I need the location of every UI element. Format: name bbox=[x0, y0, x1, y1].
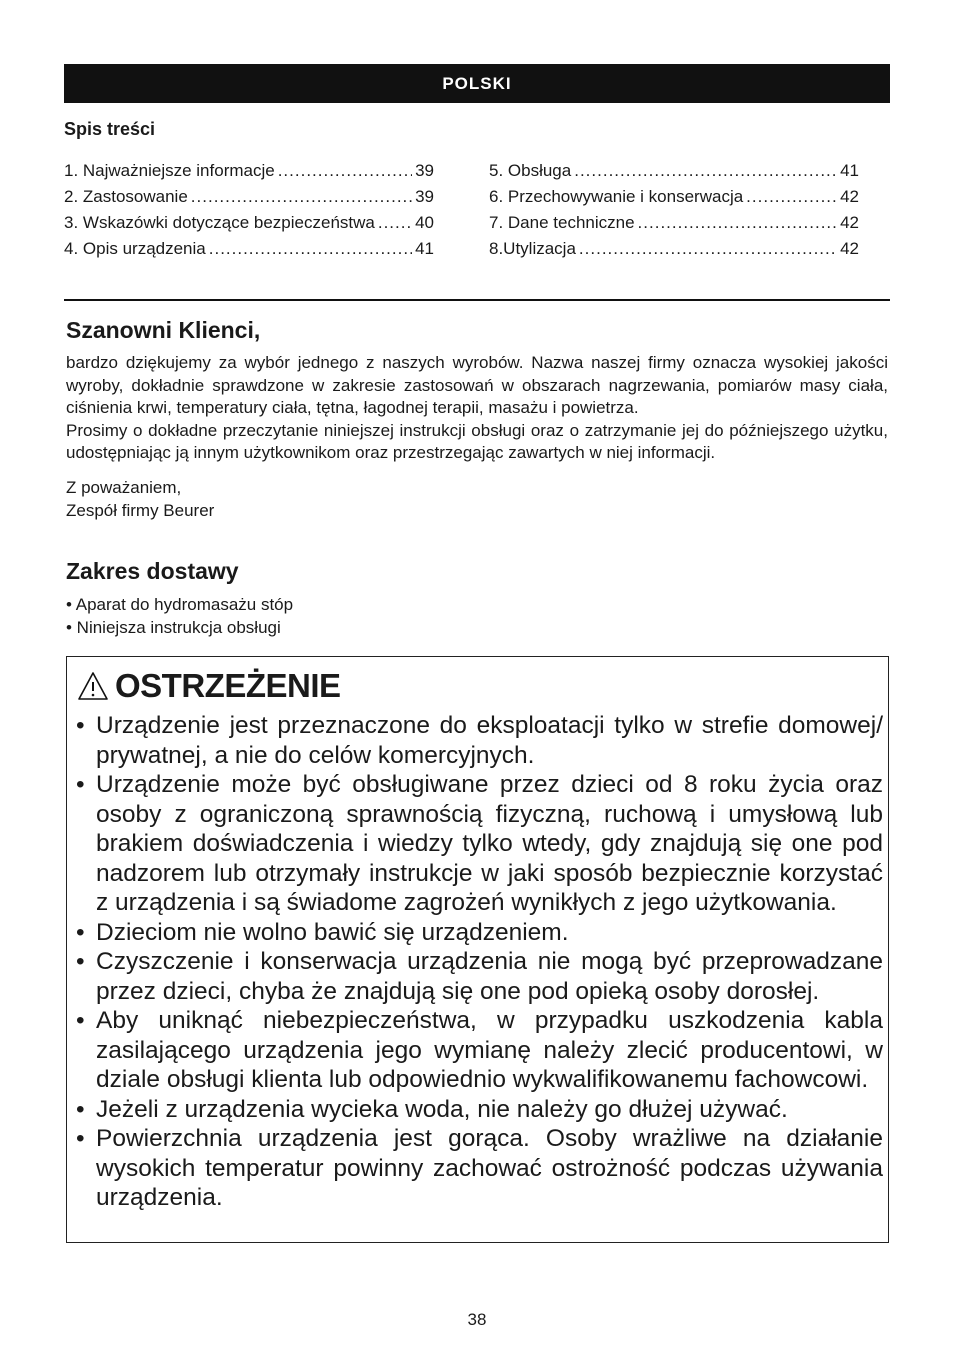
warning-item: • Jeżeli z urządzenia wycieka woda, nie należy go dłużej używać. bbox=[75, 1095, 883, 1125]
toc-entry-label: 6. Przechowywanie i konserwacja bbox=[489, 187, 744, 206]
warning-item: • Czyszczenie i konserwacja urządzenia nie mogą być przeprowadzane przez dzieci, chyba że znajdują się one pod opieką osoby dorosłej. bbox=[75, 947, 883, 1006]
warning-box bbox=[66, 656, 889, 1243]
toc-entry-page: 41 bbox=[840, 161, 859, 180]
warning-item: • Aby uniknąć niebezpieczeństwa, w przypadku uszkodzenia kabla zasilającego urządzenia jego wymianę należy zlecić producentowi, w dziale obsługi klienta lub odpowiednio wykwalifikowanemu fachowcowi. bbox=[75, 1006, 883, 1095]
section-divider bbox=[64, 299, 890, 301]
greeting-heading: Szanowni Klienci, bbox=[66, 317, 261, 343]
toc-entry[interactable] bbox=[64, 239, 434, 265]
toc-entry-label: 3. Wskazówki dotyczące bezpieczeństwa bbox=[64, 213, 375, 232]
warning-list bbox=[75, 711, 883, 1213]
toc-entry[interactable] bbox=[489, 187, 859, 213]
toc-leader-dots bbox=[638, 213, 838, 233]
toc-entry-page: 40 bbox=[415, 213, 434, 232]
toc-entry-label: 2. Zastosowanie bbox=[64, 187, 188, 206]
delivery-heading: Zakres dostawy bbox=[66, 558, 239, 584]
toc-leader-dots bbox=[574, 161, 837, 181]
toc-entry-label: 5. Obsługa bbox=[489, 161, 572, 180]
warning-title bbox=[77, 667, 341, 705]
toc-leader-dots bbox=[378, 213, 412, 233]
toc-leader-dots bbox=[209, 239, 412, 259]
toc-entry-page: 42 bbox=[840, 213, 859, 232]
toc-entry-label: 7. Dane techniczne bbox=[489, 213, 635, 232]
warning-item: • Urządzenie może być obsługiwane przez dzieci od 8 roku życia oraz osoby z ograniczoną sprawnością fizyczną, ruchową i umysłową lub brakiem doświadczenia i wiedzy tylko wtedy, gdy znajdują się one pod nadzorem lub otrzymały instrukcje w jaki sposób bezpiecznie korzystać z urządzenia i są świadome zagrożeń wynikłych z jego użytkowania. bbox=[75, 770, 883, 918]
toc-entry[interactable] bbox=[489, 239, 859, 265]
warning-triangle-icon bbox=[77, 671, 109, 701]
delivery-item: • Niniejsza instrukcja obsługi bbox=[66, 618, 281, 637]
greeting-text bbox=[66, 352, 888, 465]
toc-entry-page: 42 bbox=[840, 239, 859, 258]
warning-item: • Urządzenie jest przeznaczone do eksploatacji tylko w strefie domowej/ prywatnej, a nie do celów komercyjnych. bbox=[75, 711, 883, 770]
toc-leader-dots bbox=[746, 187, 837, 207]
language-label: POLSKI bbox=[442, 73, 512, 93]
toc-entry-page: 41 bbox=[415, 239, 434, 258]
warning-item: • Powierzchnia urządzenia jest gorąca. Osoby wrażliwe na działanie wysokich temperatur powinny zachować ostrożność podczas używania urządzenia. bbox=[75, 1124, 883, 1213]
toc-leader-dots bbox=[579, 239, 837, 259]
greeting-paragraph: bardzo dziękujemy za wybór jednego z naszych wyrobów. Nazwa naszej firmy oznacza wysokiej jakości wyroby, dokładnie sprawdzone w zakresie zastosowań w obszarach nagrzewania, pomiarów masy ciała, ciśnienia krwi, temperatury ciała, tętna, łagodnej terapii, masażu i powietrza. bbox=[66, 353, 888, 417]
closing bbox=[66, 476, 214, 522]
toc-leader-dots bbox=[278, 161, 412, 181]
greeting-paragraph: Prosimy o dokładne przeczytanie niniejszej instrukcji obsługi oraz o zatrzymanie jej do późniejszego użytku, udostępniając ją innym użytkownikom oraz przestrzegając zawartych w niej informacji. bbox=[66, 420, 888, 462]
toc-column-left bbox=[64, 161, 434, 265]
toc-column-right bbox=[489, 161, 859, 265]
delivery-list bbox=[66, 593, 293, 639]
toc-entry-page: 42 bbox=[840, 187, 859, 206]
toc-entry[interactable] bbox=[489, 161, 859, 187]
toc-entry[interactable] bbox=[64, 161, 434, 187]
toc-leader-dots bbox=[191, 187, 412, 207]
warning-item: • Dzieciom nie wolno bawić się urządzeniem. bbox=[75, 918, 883, 948]
page-number: 38 bbox=[467, 1310, 487, 1329]
warning-title-text: OSTRZEŻENIE bbox=[115, 667, 341, 704]
toc-entry[interactable] bbox=[64, 213, 434, 239]
toc-entry-page: 39 bbox=[415, 187, 434, 206]
delivery-item: • Aparat do hydromasażu stóp bbox=[66, 595, 294, 614]
toc-title: Spis treści bbox=[64, 119, 156, 139]
toc-entry[interactable] bbox=[489, 213, 859, 239]
toc-entry-label: 1. Najważniejsze informacje bbox=[64, 161, 275, 180]
language-header-bar bbox=[64, 64, 890, 103]
toc-entry[interactable] bbox=[64, 187, 434, 213]
closing-signature: Zespół firmy Beurer bbox=[66, 501, 215, 520]
toc-entry-label: 4. Opis urządzenia bbox=[64, 239, 206, 258]
closing-regards: Z poważaniem, bbox=[66, 478, 182, 497]
toc-entry-label: 8.Utylizacja bbox=[489, 239, 576, 258]
toc-entry-page: 39 bbox=[415, 161, 434, 180]
